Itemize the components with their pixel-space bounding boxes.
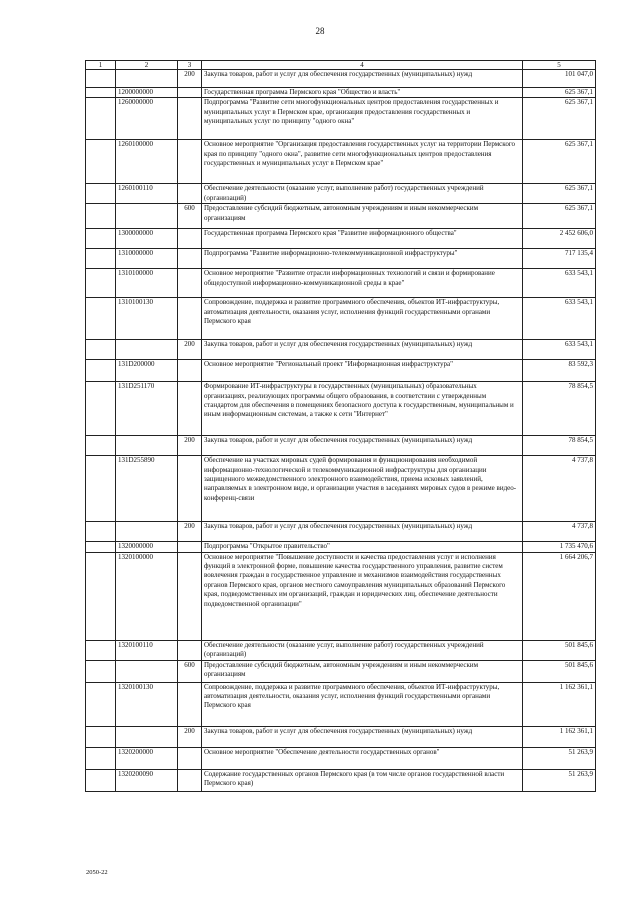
empty-cell (86, 726, 116, 747)
table-row (86, 298, 596, 340)
name-cell: Закупка товаров, работ и услуг для обеспечения государственных (муниципальных) нужд (202, 522, 523, 542)
empty-cell (86, 640, 116, 660)
empty-cell (86, 229, 116, 249)
vr-cell: 200 (178, 522, 202, 542)
code-cell: 1320200090 (116, 769, 178, 791)
table-row (86, 360, 596, 382)
name-cell: Основное мероприятие "Обеспечение деятельности государственных органов" (202, 747, 523, 769)
amount-cell: 101 047,0 (523, 70, 596, 88)
amount-cell: 633 543,1 (523, 340, 596, 360)
table-row (86, 249, 596, 269)
amount-cell: 501 845,6 (523, 640, 596, 660)
empty-cell (86, 552, 116, 640)
code-cell: 1310000000 (116, 249, 178, 269)
code-cell (116, 340, 178, 360)
vr-cell (178, 98, 202, 140)
code-cell: 131D251170 (116, 382, 178, 436)
vr-cell (178, 456, 202, 522)
code-cell: 1300000000 (116, 229, 178, 249)
table-row (86, 747, 596, 769)
amount-cell: 4 737,8 (523, 522, 596, 542)
amount-cell: 83 592,3 (523, 360, 596, 382)
amount-cell: 625 367,1 (523, 184, 596, 204)
code-cell: 1200000000 (116, 88, 178, 98)
code-cell: 1310100130 (116, 298, 178, 340)
table-row (86, 204, 596, 229)
vr-cell: 200 (178, 726, 202, 747)
name-cell: Предоставление субсидий бюджетным, автономным учреждениям и иным некоммерческим организациям (202, 204, 523, 229)
table-row (86, 140, 596, 184)
table-header-row (86, 61, 596, 70)
amount-cell: 4 737,8 (523, 456, 596, 522)
table-row (86, 340, 596, 360)
name-cell: Обеспечение деятельности (оказание услуг, выполнение работ) государственных учреждений (организаций) (202, 640, 523, 660)
name-cell: Сопровождение, поддержка и развитие программного обеспечения, объектов ИТ-инфраструктуры, автоматизация деятельности, оказания услуг, исполнения функций государственными органами Пермского края (202, 682, 523, 726)
amount-cell: 1 735 470,6 (523, 542, 596, 552)
name-cell: Государственная программа Пермского края "Развитие информационного общества" (202, 229, 523, 249)
name-cell: Сопровождение, поддержка и развитие программного обеспечения, объектов ИТ-инфраструктуры, автоматизация деятельности, оказания услуг, исполнения функций государственными органами Пермского края (202, 298, 523, 340)
empty-cell (86, 249, 116, 269)
table-row (86, 70, 596, 88)
table-row (86, 522, 596, 542)
vr-cell (178, 542, 202, 552)
table-row (86, 660, 596, 682)
name-cell: Закупка товаров, работ и услуг для обеспечения государственных (муниципальных) нужд (202, 436, 523, 456)
name-cell: Обеспечение на участках мировых судей формирования и функционирования необходимой информационно-технологической и телекоммуникационной инфраструктуры для организации защищенного межведомственного электронного взаимодействия, приема исковых заявлений, направляемых в электронном виде, и организации участия в заседаниях мировых судов в режиме видео-конференц-связи (202, 456, 523, 522)
table-row (86, 98, 596, 140)
table-row (86, 682, 596, 726)
code-cell: 1320100130 (116, 682, 178, 726)
code-cell: 131D200000 (116, 360, 178, 382)
name-cell: Государственная программа Пермского края "Общество и власть" (202, 88, 523, 98)
vr-cell (178, 769, 202, 791)
amount-cell: 625 367,1 (523, 204, 596, 229)
table-row (86, 726, 596, 747)
vr-cell: 200 (178, 340, 202, 360)
name-cell: Основное мероприятие "Организация предоставления государственных услуг на территории Пермского края по принципу "одного окна", развитие сети многофункциональных центров предоставления государственных и муниципальных услуг в Пермском крае" (202, 140, 523, 184)
name-cell: Закупка товаров, работ и услуг для обеспечения государственных (муниципальных) нужд (202, 340, 523, 360)
empty-cell (86, 140, 116, 184)
header-cell: 5 (523, 61, 596, 70)
table-row (86, 769, 596, 791)
empty-cell (86, 682, 116, 726)
name-cell: Обеспечение деятельности (оказание услуг, выполнение работ) государственных учреждений (организаций) (202, 184, 523, 204)
amount-cell: 78 854,5 (523, 436, 596, 456)
empty-cell (86, 660, 116, 682)
vr-cell (178, 747, 202, 769)
name-cell: Основное мероприятие "Повышение доступности и качества предоставления услуг и исполнения функций в электронной форме, повышение качества государственного управления, развитие систем вовлечения граждан в государственное управление и механизмов взаимодействия государственных органов Пермского края, органов местного самоуправления муниципальных образований Пермского края, подведомственных им организаций, граждан и юридических лиц, обеспечение деятельности подведомственной организации" (202, 552, 523, 640)
empty-cell (86, 88, 116, 98)
amount-cell: 717 135,4 (523, 249, 596, 269)
code-cell: 1260100110 (116, 184, 178, 204)
empty-cell (86, 522, 116, 542)
code-cell (116, 726, 178, 747)
table-row (86, 456, 596, 522)
empty-cell (86, 298, 116, 340)
table-row (86, 542, 596, 552)
amount-cell: 625 367,1 (523, 98, 596, 140)
name-cell: Формирование ИТ-инфраструктуры в государственных (муниципальных) образовательных организациях, реализующих программы общего образования, в соответствии с утвержденным стандартом для обеспечения в помещениях безопасного доступа к государственным, муниципальным и иным информационным системам, а также к сети "Интернет" (202, 382, 523, 436)
amount-cell: 633 543,1 (523, 269, 596, 298)
vr-cell (178, 184, 202, 204)
amount-cell: 1 162 361,1 (523, 682, 596, 726)
vr-cell (178, 140, 202, 184)
code-cell: 1260000000 (116, 98, 178, 140)
code-cell (116, 70, 178, 88)
footer-code: 2050-22 (86, 869, 108, 876)
name-cell: Подпрограмма "Открытое правительство" (202, 542, 523, 552)
vr-cell (178, 640, 202, 660)
name-cell: Закупка товаров, работ и услуг для обеспечения государственных (муниципальных) нужд (202, 726, 523, 747)
table-row (86, 640, 596, 660)
empty-cell (86, 98, 116, 140)
code-cell: 1320000000 (116, 542, 178, 552)
name-cell: Подпрограмма "Развитие сети многофункциональных центров предоставления государственных и муниципальных услуг в Пермском крае, организация предоставления государственных и муниципальных услуг по принципу "одного окна" (202, 98, 523, 140)
vr-cell (178, 360, 202, 382)
amount-cell: 78 854,5 (523, 382, 596, 436)
empty-cell (86, 340, 116, 360)
vr-cell: 200 (178, 436, 202, 456)
page-number: 28 (315, 26, 325, 36)
header-cell: 2 (116, 61, 178, 70)
empty-cell (86, 747, 116, 769)
empty-cell (86, 184, 116, 204)
table-row (86, 229, 596, 249)
code-cell (116, 660, 178, 682)
amount-cell: 633 543,1 (523, 298, 596, 340)
table-row (86, 184, 596, 204)
amount-cell: 51 263,9 (523, 769, 596, 791)
code-cell: 131D255890 (116, 456, 178, 522)
empty-cell (86, 204, 116, 229)
header-cell: 4 (202, 61, 523, 70)
amount-cell: 625 367,1 (523, 140, 596, 184)
amount-cell: 2 452 606,0 (523, 229, 596, 249)
header-cell: 1 (86, 61, 116, 70)
amount-cell: 501 845,6 (523, 660, 596, 682)
vr-cell: 600 (178, 204, 202, 229)
name-cell: Основное мероприятие "Региональный проект "Информационная инфраструктура" (202, 360, 523, 382)
table-row (86, 382, 596, 436)
vr-cell (178, 382, 202, 436)
amount-cell: 1 162 361,1 (523, 726, 596, 747)
code-cell (116, 522, 178, 542)
vr-cell (178, 298, 202, 340)
code-cell (116, 204, 178, 229)
name-cell: Подпрограмма "Развитие информационно-телекоммуникационной инфраструктуры" (202, 249, 523, 269)
code-cell: 1310100000 (116, 269, 178, 298)
code-cell: 1320100110 (116, 640, 178, 660)
vr-cell (178, 88, 202, 98)
table-row (86, 552, 596, 640)
table-row (86, 269, 596, 298)
empty-cell (86, 269, 116, 298)
vr-cell (178, 682, 202, 726)
table-row (86, 88, 596, 98)
name-cell: Предоставление субсидий бюджетным, автономным учреждениям и иным некоммерческим организациям (202, 660, 523, 682)
vr-cell (178, 269, 202, 298)
budget-table (85, 60, 596, 792)
code-cell: 1320100000 (116, 552, 178, 640)
empty-cell (86, 456, 116, 522)
name-cell: Закупка товаров, работ и услуг для обеспечения государственных (муниципальных) нужд (202, 70, 523, 88)
empty-cell (86, 436, 116, 456)
empty-cell (86, 70, 116, 88)
code-cell: 1260100000 (116, 140, 178, 184)
name-cell: Основное мероприятие "Развитие отрасли информационных технологий и связи и формирование общедоступной информационно-коммуникационной среды в крае" (202, 269, 523, 298)
vr-cell (178, 249, 202, 269)
vr-cell: 600 (178, 660, 202, 682)
header-cell: 3 (178, 61, 202, 70)
vr-cell: 200 (178, 70, 202, 88)
empty-cell (86, 382, 116, 436)
vr-cell (178, 229, 202, 249)
table-row (86, 436, 596, 456)
code-cell (116, 436, 178, 456)
amount-cell: 51 263,9 (523, 747, 596, 769)
empty-cell (86, 542, 116, 552)
amount-cell: 625 367,1 (523, 88, 596, 98)
name-cell: Содержание государственных органов Пермского края (в том числе органов государственной власти Пермского края) (202, 769, 523, 791)
empty-cell (86, 769, 116, 791)
vr-cell (178, 552, 202, 640)
amount-cell: 1 664 206,7 (523, 552, 596, 640)
code-cell: 1320200000 (116, 747, 178, 769)
empty-cell (86, 360, 116, 382)
